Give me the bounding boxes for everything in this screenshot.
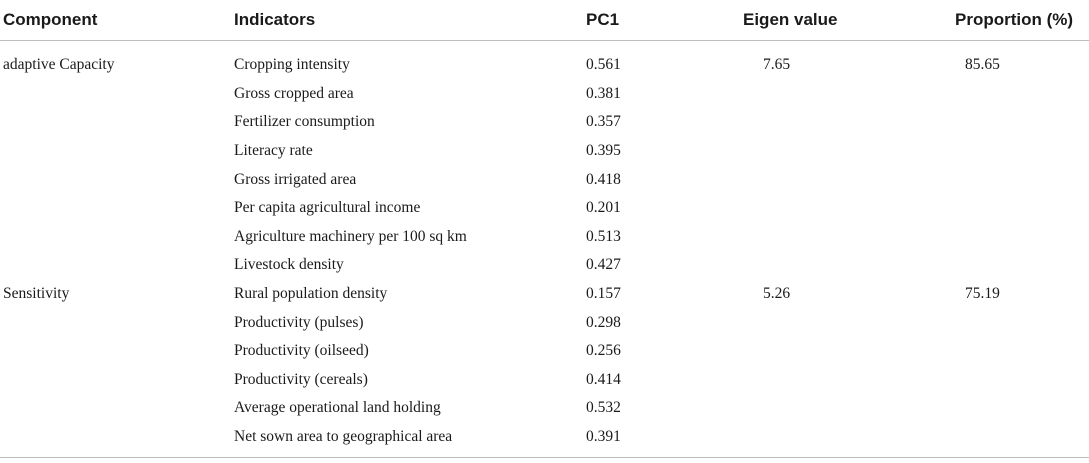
cell-pc1: 0.391 [586, 423, 738, 458]
cell-pc1: 0.357 [586, 113, 621, 131]
cell-pc1: 0.513 [586, 227, 621, 245]
cell-pc1: 0.256 [586, 342, 621, 360]
cell-proportion [918, 194, 1089, 223]
table-row [0, 41, 1089, 80]
table-row [0, 280, 1089, 309]
table-row [0, 394, 1089, 423]
cell-pc1: 0.157 [586, 285, 621, 303]
cell-component [0, 80, 234, 109]
header-pc1: PC1 [586, 0, 738, 41]
cell-indicator: Productivity (oilseed) [234, 342, 369, 360]
cell-eigen-value [738, 108, 918, 137]
cell-eigen-value [738, 308, 918, 337]
cell-proportion [918, 80, 1089, 109]
cell-indicator: Average operational land holding [234, 399, 441, 417]
cell-component [0, 337, 234, 366]
header-eigen-value: Eigen value [738, 0, 918, 41]
cell-component [0, 194, 234, 223]
table-row [0, 108, 1089, 137]
cell-indicator: Livestock density [234, 256, 344, 274]
cell-component [0, 108, 234, 137]
cell-component [0, 394, 234, 423]
cell-component: Sensitivity [3, 285, 70, 303]
table-header [0, 0, 1089, 41]
cell-component [0, 423, 234, 458]
cell-proportion: 75.19 [965, 285, 1000, 303]
cell-eigen-value [738, 80, 918, 109]
header-indicators: Indicators [234, 0, 586, 41]
cell-eigen-value: 5.26 [763, 285, 791, 303]
cell-pc1: 0.201 [586, 199, 621, 217]
table-row [0, 423, 1089, 458]
cell-component [0, 223, 234, 252]
header-component: Component [0, 0, 234, 41]
cell-pc1: 0.381 [586, 84, 621, 102]
cell-pc1: 0.414 [586, 370, 621, 388]
table-row [0, 165, 1089, 194]
cell-pc1: 0.427 [586, 256, 621, 274]
cell-indicator: Productivity (pulses) [234, 313, 364, 331]
table-row [0, 308, 1089, 337]
cell-eigen-value [738, 223, 918, 252]
cell-pc1: 0.561 [586, 56, 621, 74]
cell-pc1: 0.418 [586, 170, 621, 188]
cell-indicator: Cropping intensity [234, 56, 350, 74]
cell-proportion [918, 251, 1089, 280]
cell-indicator: Literacy rate [234, 142, 313, 160]
cell-eigen-value [738, 251, 918, 280]
cell-proportion: 85.65 [965, 56, 1000, 74]
cell-pc1: 0.298 [586, 313, 621, 331]
header-row [0, 0, 1089, 41]
table-row [0, 366, 1089, 395]
cell-pc1: 0.532 [586, 399, 621, 417]
cell-proportion [918, 394, 1089, 423]
table-row [0, 137, 1089, 166]
cell-eigen-value [738, 423, 918, 458]
cell-eigen-value [738, 337, 918, 366]
cell-proportion [918, 223, 1089, 252]
cell-eigen-value [738, 137, 918, 166]
cell-proportion [918, 108, 1089, 137]
cell-indicator: Productivity (cereals) [234, 370, 368, 388]
cell-proportion [918, 137, 1089, 166]
cell-indicator: Gross cropped area [234, 84, 354, 102]
cell-indicator: Agriculture machinery per 100 sq km [234, 227, 467, 245]
cell-indicator: Gross irrigated area [234, 170, 357, 188]
table-row [0, 223, 1089, 252]
cell-eigen-value [738, 165, 918, 194]
cell-component [0, 251, 234, 280]
table-row [0, 337, 1089, 366]
cell-eigen-value [738, 394, 918, 423]
cell-indicator: Rural population density [234, 285, 388, 303]
cell-component [0, 366, 234, 395]
table-row [0, 251, 1089, 280]
cell-eigen-value [738, 366, 918, 395]
cell-component [0, 165, 234, 194]
table-row [0, 80, 1089, 109]
cell-eigen-value [738, 194, 918, 223]
cell-indicator: Per capita agricultural income [234, 199, 421, 217]
cell-proportion [918, 337, 1089, 366]
table-body [0, 41, 1089, 458]
cell-eigen-value: 7.65 [763, 56, 791, 74]
cell-indicator: Fertilizer consumption [234, 113, 375, 131]
cell-proportion [918, 366, 1089, 395]
cell-pc1: 0.395 [586, 142, 621, 160]
cell-proportion [918, 165, 1089, 194]
cell-component: adaptive Capacity [3, 56, 115, 74]
header-proportion: Proportion (%) [918, 0, 1089, 41]
cell-proportion [918, 423, 1089, 458]
cell-proportion [918, 308, 1089, 337]
cell-component [0, 308, 234, 337]
cell-indicator: Net sown area to geographical area [234, 423, 586, 458]
table-row [0, 194, 1089, 223]
cell-component [0, 137, 234, 166]
